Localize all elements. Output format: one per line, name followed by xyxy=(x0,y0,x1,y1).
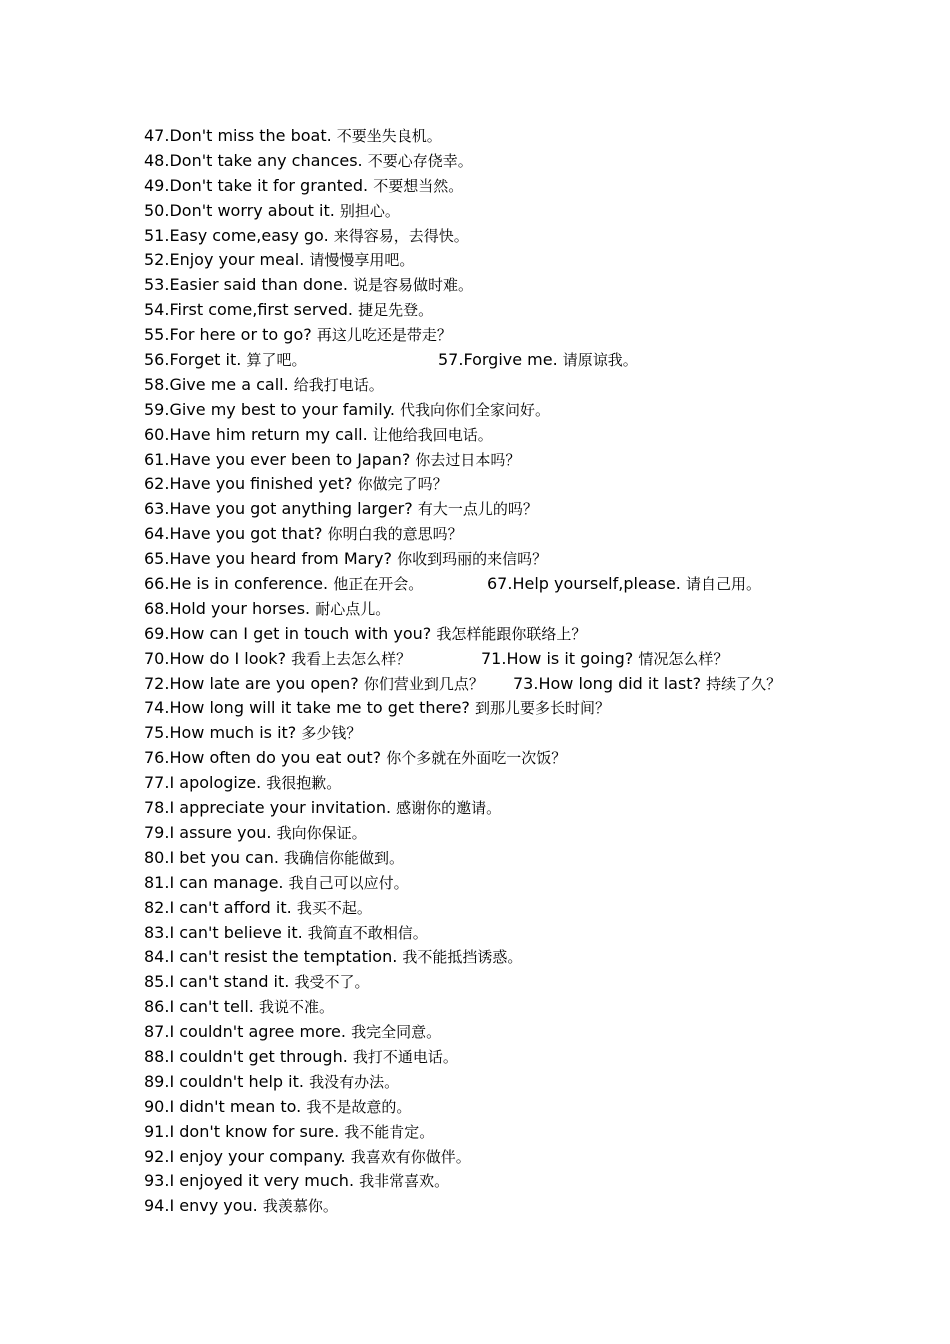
phrase-chinese: 别担心。 xyxy=(339,201,400,220)
phrase-entry xyxy=(144,572,423,597)
phrase-english: I enjoyed it very much. xyxy=(169,1171,355,1191)
phrase-english: Have him return my call. xyxy=(169,424,368,444)
phrase-line xyxy=(144,921,844,946)
phrase-line xyxy=(144,298,844,323)
phrase-english: He is in conference. xyxy=(169,574,329,594)
phrase-chinese: 到那儿要多长时间？ xyxy=(475,699,611,718)
phrase-chinese: 我确信你能做到。 xyxy=(284,848,405,867)
phrase-number: 85. xyxy=(144,972,170,992)
phrase-english: I apologize. xyxy=(169,773,262,793)
phrase-english: I don't know for sure. xyxy=(169,1121,340,1141)
phrase-entry xyxy=(144,1020,441,1045)
phrase-line xyxy=(144,248,844,273)
phrase-entry xyxy=(144,696,610,721)
phrase-chinese: 来得容易，去得快。 xyxy=(333,226,469,245)
phrase-number: 89. xyxy=(144,1071,170,1091)
phrase-english: I assure you. xyxy=(169,822,272,842)
phrase-english: How long will it take me to get there? xyxy=(169,698,470,718)
phrase-line xyxy=(144,896,844,921)
phrase-english: How often do you eat out? xyxy=(169,748,382,768)
phrase-line xyxy=(144,423,844,448)
phrase-line xyxy=(144,647,844,672)
phrase-number: 82. xyxy=(144,897,170,917)
phrase-english: Forgive me. xyxy=(463,350,558,370)
phrase-number: 87. xyxy=(144,1022,170,1042)
phrase-chinese: 不要坐失良机。 xyxy=(336,127,442,145)
phrase-entry xyxy=(144,622,586,647)
phrase-line xyxy=(144,622,844,647)
phrase-number: 58. xyxy=(144,374,170,394)
phrase-line xyxy=(144,398,844,423)
phrase-english: Don't miss the boat. xyxy=(169,126,332,145)
phrase-entry xyxy=(144,423,493,448)
phrase-number: 64. xyxy=(144,524,170,544)
phrase-number: 80. xyxy=(144,847,170,867)
phrase-line xyxy=(144,1194,844,1219)
phrase-chinese: 我非常喜欢。 xyxy=(359,1172,450,1191)
phrase-list xyxy=(144,124,844,1219)
phrase-english: Don't worry about it. xyxy=(169,200,335,220)
phrase-line xyxy=(144,871,844,896)
phrase-line xyxy=(144,846,844,871)
phrase-entry xyxy=(144,921,428,946)
phrase-english: Don't take it for granted. xyxy=(169,175,369,195)
phrase-chinese: 你去过日本吗？ xyxy=(415,450,521,469)
phrase-line xyxy=(144,597,844,622)
phrase-line xyxy=(144,448,844,473)
phrase-number: 49. xyxy=(144,175,170,195)
phrase-number: 84. xyxy=(144,947,170,967)
phrase-line xyxy=(144,572,844,597)
phrase-number: 66. xyxy=(144,574,170,594)
phrase-line xyxy=(144,124,844,149)
phrase-english: Have you finished yet? xyxy=(169,474,353,494)
phrase-chinese: 我很抱歉。 xyxy=(266,774,342,793)
phrase-english: Easy come,easy go. xyxy=(169,225,329,245)
phrase-number: 51. xyxy=(144,225,170,245)
phrase-chinese: 不要心存侥幸。 xyxy=(367,151,473,170)
phrase-entry xyxy=(144,995,334,1020)
phrase-chinese: 你明白我的意思吗？ xyxy=(327,525,463,544)
phrase-line xyxy=(144,970,844,995)
phrase-line xyxy=(144,149,844,174)
phrase-chinese: 请慢慢享用吧。 xyxy=(309,251,415,270)
phrase-line xyxy=(144,796,844,821)
phrase-english: First come,first served. xyxy=(169,300,353,320)
phrase-entry xyxy=(144,1169,449,1194)
phrase-line xyxy=(144,771,844,796)
phrase-chinese: 你个多就在外面吃一次饭？ xyxy=(386,749,567,768)
phrase-number: 48. xyxy=(144,150,170,170)
phrase-line xyxy=(144,995,844,1020)
phrase-number: 50. xyxy=(144,200,170,220)
phrase-line xyxy=(144,672,844,697)
phrase-number: 47. xyxy=(144,126,170,145)
phrase-entry xyxy=(144,373,384,398)
phrase-english: How is it going? xyxy=(506,648,634,668)
phrase-line xyxy=(144,721,844,746)
phrase-entry xyxy=(144,846,404,871)
phrase-entry xyxy=(144,298,433,323)
phrase-number: 62. xyxy=(144,474,170,494)
phrase-english: I bet you can. xyxy=(169,847,279,867)
phrase-number: 74. xyxy=(144,698,170,718)
phrase-entry xyxy=(144,1194,338,1219)
phrase-chinese: 情况怎么样？ xyxy=(638,649,729,668)
phrase-chinese: 耐心点儿。 xyxy=(315,599,391,618)
phrase-english: How long did it last? xyxy=(538,673,702,693)
phrase-line xyxy=(144,1020,844,1045)
phrase-entry xyxy=(144,1070,399,1095)
phrase-number: 68. xyxy=(144,598,170,618)
phrase-chinese: 我不能肯定。 xyxy=(344,1122,435,1141)
phrase-chinese: 我自己可以应付。 xyxy=(288,873,409,892)
phrase-number: 81. xyxy=(144,872,170,892)
phrase-english: Have you got that? xyxy=(169,524,323,544)
phrase-entry xyxy=(144,522,463,547)
phrase-chinese: 持续了久？ xyxy=(706,674,782,693)
phrase-entry xyxy=(144,771,341,796)
phrase-english: How can I get in touch with you? xyxy=(169,623,432,643)
phrase-entry xyxy=(144,174,463,199)
phrase-number: 65. xyxy=(144,549,170,569)
phrase-english: For here or to go? xyxy=(169,325,312,345)
phrase-chinese: 再这儿吃还是带走？ xyxy=(316,326,452,345)
phrase-english: How late are you open? xyxy=(169,673,359,693)
phrase-chinese: 我不能抵挡诱惑。 xyxy=(402,948,523,967)
phrase-english: Help yourself,please. xyxy=(512,574,681,594)
phrase-entry xyxy=(144,945,522,970)
phrase-number: 86. xyxy=(144,997,170,1017)
phrase-number: 55. xyxy=(144,325,170,345)
phrase-chinese: 我买不起。 xyxy=(296,898,372,917)
phrase-number: 78. xyxy=(144,798,170,818)
phrase-chinese: 他正在开会。 xyxy=(333,575,424,594)
phrase-entry xyxy=(144,199,400,224)
phrase-english: I couldn't agree more. xyxy=(169,1022,346,1042)
phrase-chinese: 我受不了。 xyxy=(294,973,370,992)
phrase-line xyxy=(144,224,844,249)
phrase-english: Give my best to your family. xyxy=(169,399,395,419)
phrase-entry xyxy=(144,1095,411,1120)
phrase-entry xyxy=(144,1045,458,1070)
phrase-entry xyxy=(144,796,501,821)
phrase-chinese: 捷足先登。 xyxy=(358,301,434,320)
phrase-english: Give me a call. xyxy=(169,374,289,394)
phrase-number: 54. xyxy=(144,300,170,320)
phrase-entry xyxy=(144,746,566,771)
phrase-english: I enjoy your company. xyxy=(169,1146,346,1166)
phrase-entry xyxy=(513,672,781,697)
phrase-line xyxy=(144,199,844,224)
phrase-chinese: 你做完了吗？ xyxy=(357,475,448,494)
phrase-chinese: 你收到玛丽的来信吗？ xyxy=(397,550,548,569)
phrase-chinese: 请原谅我。 xyxy=(562,351,638,370)
phrase-number: 72. xyxy=(144,673,170,693)
phrase-number: 92. xyxy=(144,1146,170,1166)
phrase-number: 91. xyxy=(144,1121,170,1141)
phrase-number: 83. xyxy=(144,922,170,942)
phrase-entry xyxy=(144,348,306,373)
phrase-number: 70. xyxy=(144,648,170,668)
phrase-chinese: 我没有办法。 xyxy=(309,1072,400,1091)
phrase-english: Enjoy your meal. xyxy=(169,250,305,270)
phrase-chinese: 给我打电话。 xyxy=(293,375,384,394)
phrase-line xyxy=(144,1145,844,1170)
phrase-line xyxy=(144,348,844,373)
phrase-chinese: 多少钱？ xyxy=(301,724,362,743)
phrase-chinese: 我完全同意。 xyxy=(351,1023,442,1042)
phrase-english: Easier said than done. xyxy=(169,275,348,295)
phrase-number: 90. xyxy=(144,1096,170,1116)
phrase-line xyxy=(144,497,844,522)
phrase-line xyxy=(144,821,844,846)
phrase-english: I can manage. xyxy=(169,872,284,892)
phrase-chinese: 请自己用。 xyxy=(685,575,761,594)
phrase-entry xyxy=(144,248,414,273)
phrase-number: 52. xyxy=(144,250,170,270)
phrase-number: 71. xyxy=(481,648,507,668)
phrase-entry xyxy=(144,323,452,348)
phrase-line xyxy=(144,174,844,199)
phrase-chinese: 代我向你们全家问好。 xyxy=(400,400,551,419)
phrase-line xyxy=(144,696,844,721)
phrase-line xyxy=(144,373,844,398)
phrase-english: Have you got anything larger? xyxy=(169,499,413,519)
phrase-english: I can't stand it. xyxy=(169,972,290,992)
phrase-chinese: 我喜欢有你做伴。 xyxy=(350,1147,471,1166)
phrase-line xyxy=(144,1120,844,1145)
phrase-entry xyxy=(144,497,538,522)
phrase-entry xyxy=(144,448,520,473)
phrase-entry xyxy=(144,547,547,572)
phrase-chinese: 我简直不敢相信。 xyxy=(307,923,428,942)
phrase-chinese: 我不是故意的。 xyxy=(306,1097,412,1116)
phrase-line xyxy=(144,1095,844,1120)
phrase-number: 79. xyxy=(144,822,170,842)
phrase-entry xyxy=(144,721,361,746)
phrase-english: I can't tell. xyxy=(169,997,254,1017)
phrase-chinese: 有大一点儿的吗？ xyxy=(417,500,538,519)
phrase-line xyxy=(144,1045,844,1070)
phrase-number: 56. xyxy=(144,350,170,370)
phrase-number: 59. xyxy=(144,399,170,419)
phrase-number: 76. xyxy=(144,748,170,768)
phrase-entry xyxy=(144,149,473,174)
phrase-entry xyxy=(144,821,367,846)
phrase-line xyxy=(144,522,844,547)
phrase-chinese: 我怎样能跟你联络上？ xyxy=(436,624,587,643)
phrase-number: 67. xyxy=(487,574,513,594)
phrase-line xyxy=(144,1070,844,1095)
phrase-chinese: 我向你保证。 xyxy=(276,823,367,842)
phrase-english: Don't take any chances. xyxy=(169,150,363,170)
phrase-chinese: 让他给我回电话。 xyxy=(372,425,493,444)
phrase-entry xyxy=(481,647,728,672)
phrase-number: 61. xyxy=(144,449,170,469)
phrase-number: 69. xyxy=(144,623,170,643)
phrase-english: How do I look? xyxy=(169,648,287,668)
phrase-english: I couldn't get through. xyxy=(169,1046,348,1066)
phrase-chinese: 感谢你的邀请。 xyxy=(396,799,502,818)
phrase-chinese: 我羡慕你。 xyxy=(262,1197,338,1216)
phrase-english: I envy you. xyxy=(169,1196,258,1216)
phrase-english: I can't afford it. xyxy=(169,897,292,917)
phrase-chinese: 我打不通电话。 xyxy=(352,1047,458,1066)
phrase-chinese: 说是容易做时难。 xyxy=(353,276,474,295)
phrase-english: How much is it? xyxy=(169,723,297,743)
phrase-number: 88. xyxy=(144,1046,170,1066)
phrase-entry xyxy=(144,472,448,497)
phrase-number: 75. xyxy=(144,723,170,743)
phrase-english: I can't resist the temptation. xyxy=(169,947,398,967)
phrase-line xyxy=(144,945,844,970)
phrase-number: 77. xyxy=(144,773,170,793)
phrase-chinese: 不要想当然。 xyxy=(373,176,464,195)
phrase-chinese: 你们营业到几点？ xyxy=(363,674,484,693)
phrase-english: Have you ever been to Japan? xyxy=(169,449,411,469)
phrase-line xyxy=(144,1169,844,1194)
phrase-entry xyxy=(144,1120,434,1145)
phrase-number: 93. xyxy=(144,1171,170,1191)
phrase-number: 57. xyxy=(438,350,464,370)
phrase-number: 60. xyxy=(144,424,170,444)
phrase-entry xyxy=(144,970,369,995)
phrase-line xyxy=(144,472,844,497)
phrase-entry xyxy=(144,672,484,697)
phrase-english: I can't believe it. xyxy=(169,922,303,942)
phrase-entry xyxy=(144,273,473,298)
phrase-entry xyxy=(144,597,390,622)
phrase-english: Forget it. xyxy=(169,350,242,370)
phrase-entry xyxy=(144,224,469,249)
phrase-entry xyxy=(144,1145,471,1170)
phrase-chinese: 我看上去怎么样？ xyxy=(291,649,412,668)
phrase-line xyxy=(144,273,844,298)
phrase-number: 73. xyxy=(513,673,539,693)
phrase-entry xyxy=(144,398,550,423)
phrase-english: Have you heard from Mary? xyxy=(169,549,392,569)
phrase-entry xyxy=(144,871,409,896)
phrase-english: I couldn't help it. xyxy=(169,1071,304,1091)
phrase-line xyxy=(144,323,844,348)
phrase-entry xyxy=(438,348,638,373)
phrase-entry xyxy=(144,647,411,672)
phrase-english: Hold your horses. xyxy=(169,598,311,618)
phrase-english: I appreciate your invitation. xyxy=(169,798,392,818)
phrase-chinese: 算了吧。 xyxy=(246,351,307,370)
phrase-number: 53. xyxy=(144,275,170,295)
phrase-number: 94. xyxy=(144,1196,170,1216)
phrase-chinese: 我说不准。 xyxy=(258,998,334,1017)
phrase-line xyxy=(144,746,844,771)
phrase-entry xyxy=(487,572,761,597)
phrase-entry xyxy=(144,124,442,149)
phrase-number: 63. xyxy=(144,499,170,519)
phrase-english: I didn't mean to. xyxy=(169,1096,302,1116)
phrase-line xyxy=(144,547,844,572)
phrase-entry xyxy=(144,896,372,921)
